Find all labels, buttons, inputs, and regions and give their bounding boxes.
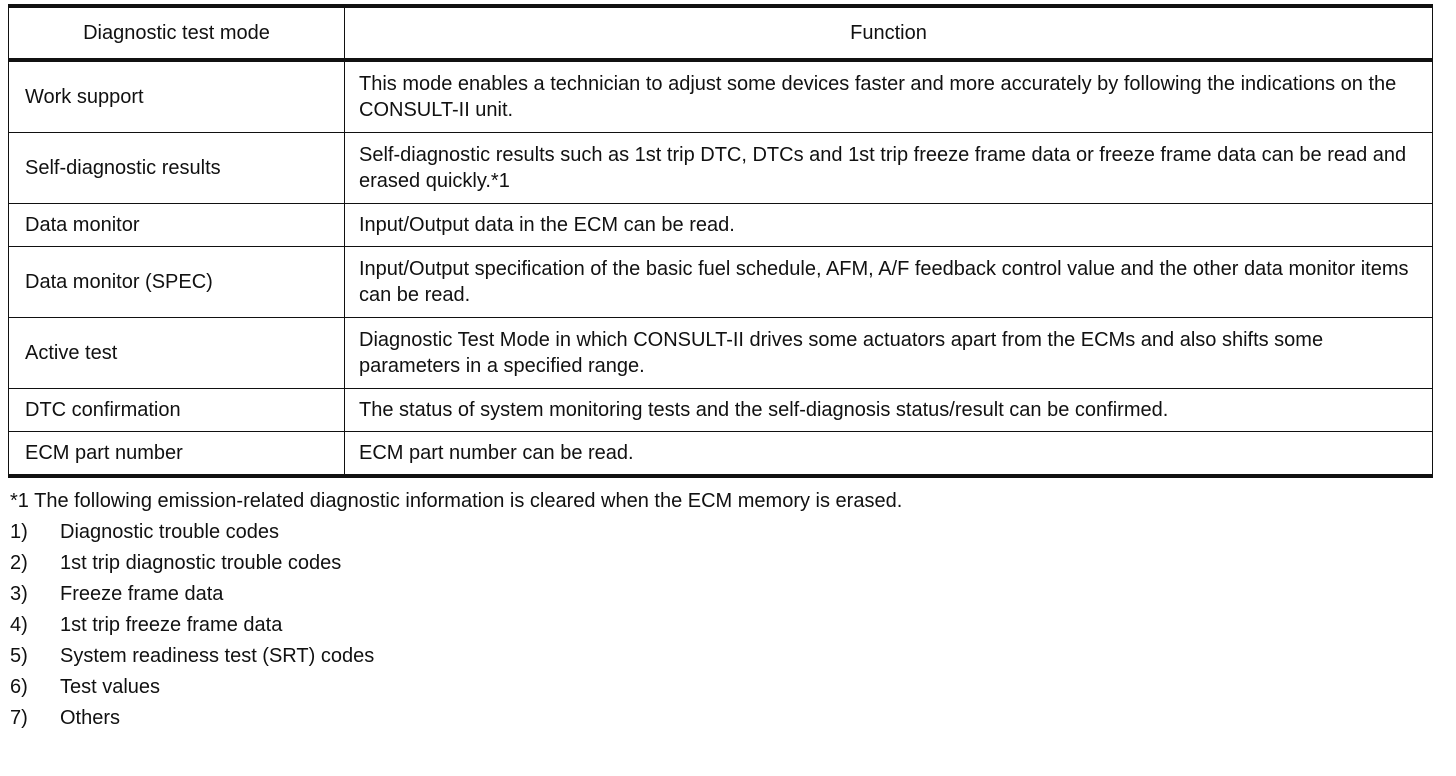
item-text: 1st trip freeze frame data (60, 614, 283, 636)
table-row (9, 389, 1433, 432)
item-text: Test values (60, 676, 161, 698)
item-text: Freeze frame data (60, 583, 224, 605)
footnote-text: *1 The following emission-related diagnostic information is cleared when the ECM memory is erased. (10, 490, 903, 512)
list-item (10, 610, 1440, 641)
diagnostic-mode-table (8, 4, 1433, 478)
row-mode-cell: Data monitor (9, 204, 345, 247)
table-row (9, 318, 1433, 389)
item-text: Others (60, 707, 121, 729)
row-mode-cell: Self-diagnostic results (9, 133, 345, 204)
table-row (9, 247, 1433, 318)
footnote-list (8, 517, 1440, 734)
list-item (10, 579, 1440, 610)
item-number: 3) (10, 583, 28, 605)
item-text: 1st trip diagnostic trouble codes (60, 552, 342, 574)
item-number: 5) (10, 645, 28, 667)
row-mode-cell: Active test (9, 318, 345, 389)
list-item (10, 703, 1440, 734)
row-function-cell: Input/Output data in the ECM can be read. (345, 204, 1433, 247)
header-mode: Diagnostic test mode (9, 6, 345, 60)
row-mode-cell: DTC confirmation (9, 389, 345, 432)
list-item (10, 672, 1440, 703)
row-function-cell: This mode enables a technician to adjust some devices faster and more accurately by following the indications on the CONSULT-II unit. (345, 60, 1433, 133)
item-number: 1) (10, 521, 28, 543)
list-item (10, 548, 1440, 579)
row-mode-cell: Data monitor (SPEC) (9, 247, 345, 318)
item-text: Diagnostic trouble codes (60, 521, 280, 543)
item-text: System readiness test (SRT) codes (60, 645, 375, 667)
row-function-cell: Diagnostic Test Mode in which CONSULT-II drives some actuators apart from the ECMs and also shifts some parameters in a specified range. (345, 318, 1433, 389)
table-row (9, 204, 1433, 247)
item-number: 7) (10, 707, 28, 729)
list-item (10, 517, 1440, 548)
footnote-section (8, 486, 1440, 734)
table-header-row (9, 6, 1433, 60)
row-function-cell: ECM part number can be read. (345, 432, 1433, 477)
table-row (9, 432, 1433, 477)
row-function-cell: Input/Output specification of the basic fuel schedule, AFM, A/F feedback control value and the other data monitor items can be read. (345, 247, 1433, 318)
header-function: Function (345, 6, 1433, 60)
row-function-cell: The status of system monitoring tests and the self-diagnosis status/result can be confirmed. (345, 389, 1433, 432)
row-function-cell: Self-diagnostic results such as 1st trip DTC, DTCs and 1st trip freeze frame data or freeze frame data can be read and erased quickly.*1 (345, 133, 1433, 204)
document-page (8, 4, 1440, 734)
item-number: 6) (10, 676, 28, 698)
list-item (10, 641, 1440, 672)
row-mode-cell: Work support (9, 60, 345, 133)
item-number: 2) (10, 552, 28, 574)
row-mode-cell: ECM part number (9, 432, 345, 477)
table-row (9, 60, 1433, 133)
item-number: 4) (10, 614, 28, 636)
table-row (9, 133, 1433, 204)
